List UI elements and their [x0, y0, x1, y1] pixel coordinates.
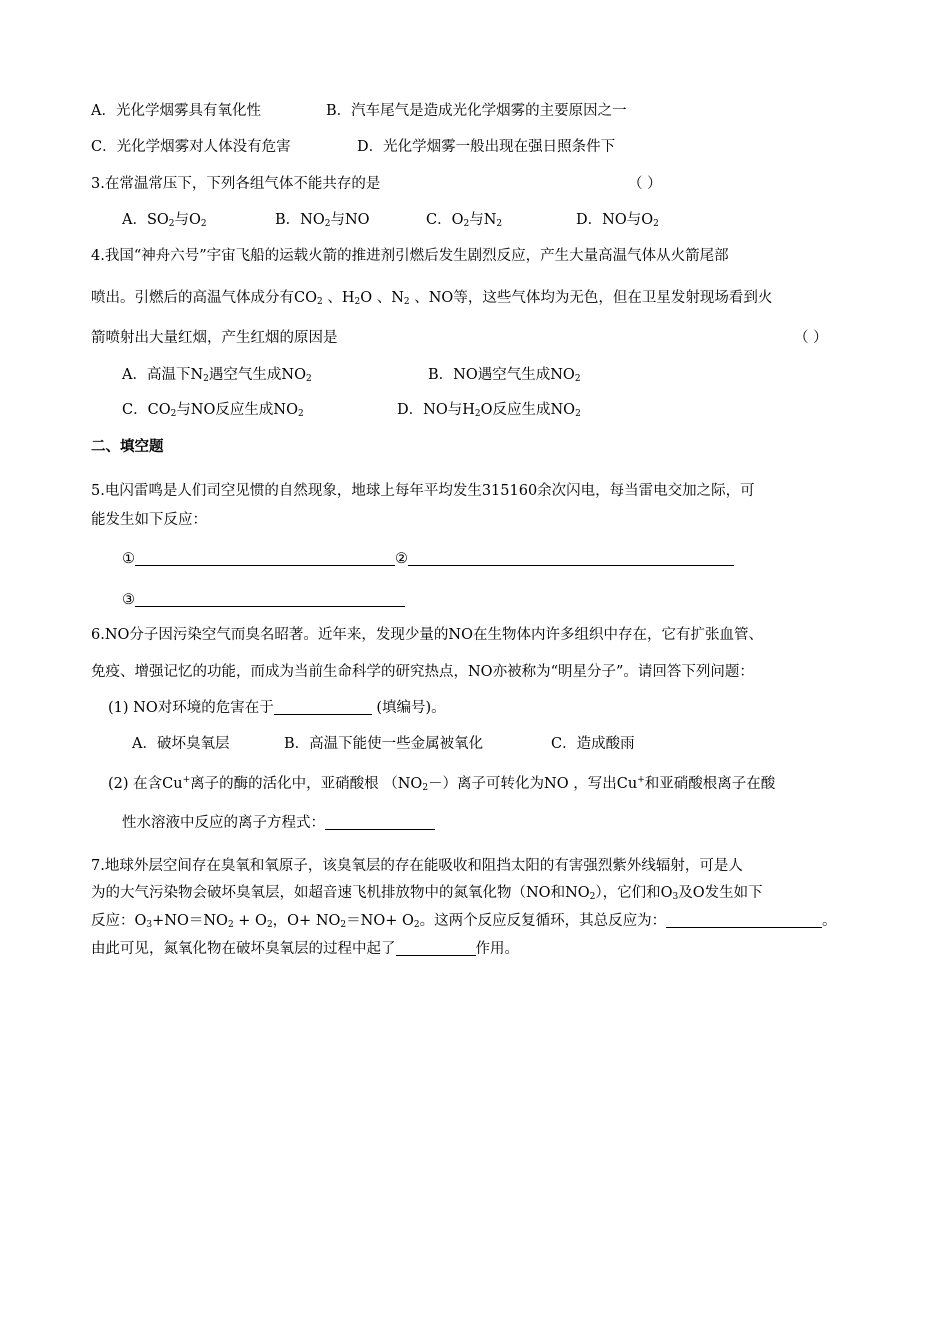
q6-option-c: C．造成酸雨 [551, 736, 635, 752]
q7-blank-1[interactable] [666, 911, 822, 928]
q4-option-c: C．$CO_2$与NO反应生成$NO_2$ [122, 402, 304, 419]
q6-part2-line2: 性水溶液中反应的离子方程式： [122, 813, 435, 833]
q4-answer-paren: （ ） [794, 330, 828, 346]
q6-part2-line1: (2) 在含Cu+离子的酶的活化中，亚硝酸根 $(NO_2-)$离子可转化为NO ，写出Cu+和亚硝酸根离子在酸 [108, 775, 776, 793]
q6-stem-line1: 6.NO分子因污染空气而臭名昭著。近年来，发现少量的NO在生物体内许多组织中存在，它有扩张血管、 [91, 627, 763, 643]
q5-blank-2[interactable] [408, 549, 734, 566]
q3-option-a: A．$SO_2$与$O_2$ [122, 212, 207, 229]
q5-marker-2: ② [395, 551, 408, 567]
q5-stem-line1: 5.电闪雷鸣是人们司空见惯的自然现象，地球上每年平均发生315160余次闪电，每当雷电交加之际，可 [91, 483, 755, 499]
q5-marker-1: ① [122, 551, 135, 567]
q4-stem-line1: 4.我国“神舟六号”宇宙飞船的运载火箭的推进剂引燃后发生剧烈反应，产生大量高温气体从火箭尾部 [91, 248, 729, 264]
q2-option-b: B．汽车尾气是造成光化学烟雾的主要原因之一 [326, 103, 627, 119]
q3-option-b: B．$NO_2$与NO [275, 212, 370, 229]
q6-blank-2[interactable] [325, 813, 435, 830]
q4-stem-line3: 箭喷射出大量红烟，产生红烟的原因是 [91, 330, 338, 346]
section-title: 二、填空题 [91, 439, 164, 455]
q6-stem-line2: 免疫、增强记忆的功能，而成为当前生命科学的研究热点，NO亦被称为“明星分子”。请回答下列问题： [91, 664, 754, 680]
q4-option-a: A．高温下$N_2$遇空气生成$NO_2$ [122, 367, 312, 384]
q7-blank-2[interactable] [396, 939, 476, 956]
q2-option-a: A．光化学烟雾具有氧化性 [91, 103, 261, 119]
q7-stem-line3: 反应：$O_3+NO=NO_2 + O_2$，$O+ NO_2=NO+ O_2$。这两个反应反复循环，其总反应为： 。 [91, 913, 837, 930]
q4-option-d: D．NO与$H_2O$反应生成$NO_2$ [397, 402, 581, 419]
q5-stem-line2: 能发生如下反应： [91, 512, 207, 528]
q6-blank-1[interactable] [274, 698, 372, 715]
q4-option-b: B．NO遇空气生成$NO_2$ [428, 367, 581, 384]
q5-blank-1[interactable] [135, 549, 395, 566]
q6-option-a: A．破坏臭氧层 [132, 736, 230, 752]
q5-blank-3[interactable] [135, 590, 405, 607]
q6-option-b: B．高温下能使一些金属被氧化 [284, 736, 484, 752]
q6-part1: (1) NO对环境的危害在于 (填编号)。 [108, 700, 446, 716]
q7-stem-line2: 为的大气污染物会破坏臭氧层，如超音速飞机排放物中的氮氧化物（NO和$NO_2$），它们和$O_3$及O发生如下 [91, 885, 763, 902]
q5-blank-row2 [122, 590, 405, 610]
q4-stem-line2: 喷出。引燃后的高温气体成分有$CO_2$ 、$H_2O$ 、$N_2$ 、NO等，这些气体均为无色，但在卫星发射现场看到火 [91, 290, 773, 307]
q7-stem-line1: 7.地球外层空间存在臭氧和氧原子，该臭氧层的存在能吸收和阻挡太阳的有害强烈紫外线辐射，可是人 [91, 858, 743, 874]
q5-blank-row1 [122, 549, 734, 569]
q2-option-c: C．光化学烟雾对人体没有危害 [91, 139, 291, 155]
q2-option-d: D．光化学烟雾一般出现在强日照条件下 [357, 139, 616, 155]
q7-stem-line4: 由此可见，氮氧化物在破坏臭氧层的过程中起了 作用。 [91, 941, 519, 957]
q5-marker-3: ③ [122, 592, 135, 608]
q3-option-c: C．$O_2$与$N_2$ [426, 212, 503, 229]
q3-answer-paren: （ ） [628, 176, 662, 192]
q3-option-d: D．NO与$O_2$ [576, 212, 659, 229]
q3-stem: 3.在常温常压下，下列各组气体不能共存的是 [91, 176, 381, 192]
